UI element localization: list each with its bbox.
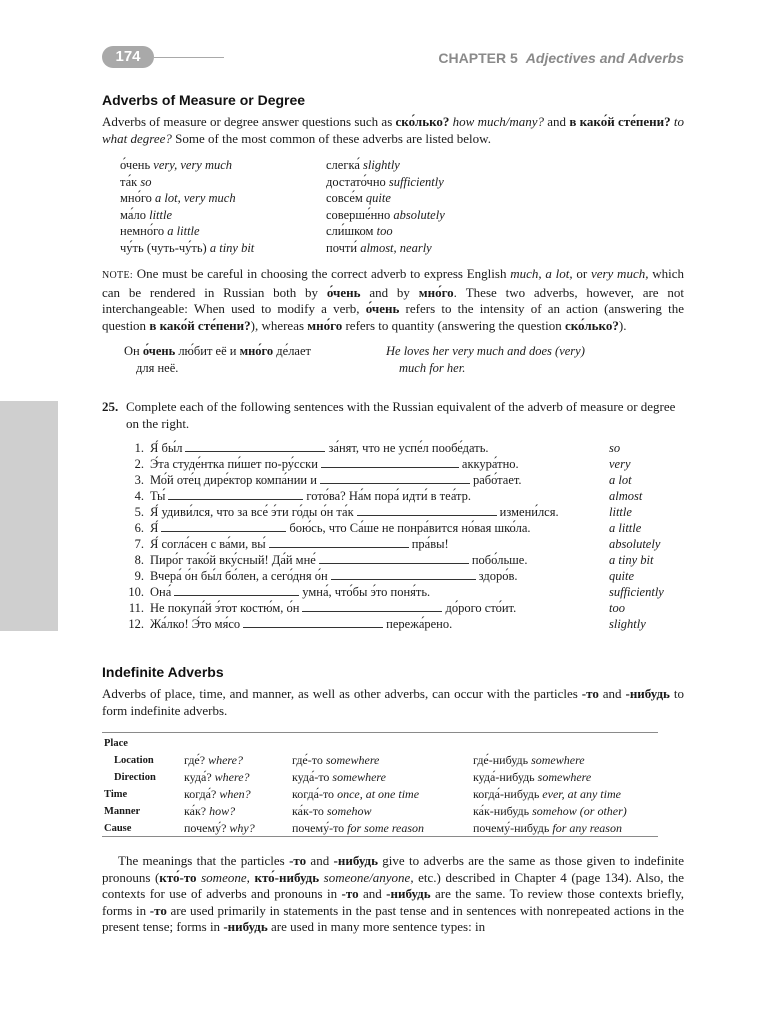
adverb-item: совсе́м quite xyxy=(326,191,391,206)
exercise-item: 5. Я́ удиви́лся, что за все́ э́ти го́ды о́н та́к измени́лся. little xyxy=(134,505,632,519)
answer-blank[interactable] xyxy=(168,489,303,500)
usage-note: NOTE: One must be careful in choosing the correct adverb to express English much, a lot, or very much, which can be rendered in Russian both by о́чень and by мно́го. These two adverbs, however, are not interchangeable: When used to modify a verb, о́чень refers to the intensity of an action (answering the question в како́й сте́пени?), whereas мно́го refers to quantity (answering the question ско́лько?). xyxy=(102,266,684,333)
table-cell: когда́-нибудь ever, at any time xyxy=(473,787,621,801)
section-heading-measure: Adverbs of Measure or Degree xyxy=(102,92,306,108)
example-english: He loves her very much and does (very) much for her. xyxy=(386,344,585,375)
adverb-item: слегка́ slightly xyxy=(326,158,400,172)
indefinite-table-labels xyxy=(104,735,156,837)
running-header xyxy=(438,50,684,66)
answer-blank[interactable] xyxy=(319,553,469,564)
table-cell: где́-то somewhere xyxy=(292,753,380,767)
adverb-item: мно́го a lot, very much xyxy=(120,191,236,206)
table-group-label: Place xyxy=(104,738,128,749)
answer-blank[interactable] xyxy=(357,505,497,516)
table-top-rule xyxy=(102,732,658,733)
adverb-item: ма́ло little xyxy=(120,207,173,222)
adverb-item: та́к so xyxy=(120,174,152,189)
table-cell: когда́? when? xyxy=(184,787,251,801)
adverb-item: достато́чно sufficiently xyxy=(326,174,444,189)
table-cell: куда́-нибудь somewhere xyxy=(473,770,592,784)
answer-blank[interactable] xyxy=(161,521,286,532)
table-cell: ка́к? how? xyxy=(184,804,236,818)
exercise-item: 10. Она́ умна́, что́бы э́то поня́ть. sufficiently xyxy=(128,585,664,599)
table-col-nibud xyxy=(473,752,627,837)
adverb-item: о́чень very, very much xyxy=(120,158,233,172)
adverb-item: немно́го a little xyxy=(120,224,200,239)
table-cell: почему́-то for some reason xyxy=(292,821,425,835)
adverb-list-right xyxy=(326,157,445,257)
exercise-item: 12. Жа́лко! Э́то мя́со пережа́рено. slightly xyxy=(128,617,646,631)
table-cell: где́? where? xyxy=(184,753,243,767)
measure-intro: Adverbs of measure or degree answer questions such as ско́лько? how much/many? and в како́й сте́пени? to what degree? Some of the most common of these adverbs are listed below. xyxy=(102,114,684,146)
section-heading-indefinite: Indefinite Adverbs xyxy=(102,664,224,680)
indefinite-intro: Adverbs of place, time, and manner, as well as other adverbs, can occur with the particles -то and -нибудь to form indefinite adverbs. xyxy=(102,686,684,718)
closing-paragraph: The meanings that the particles -то and -нибудь give to adverbs are the same as those given to indefinite pronouns (кто́-то someone, кто́-нибудь someone/anyone, etc.) described in Chapter 4 (page 134). Also, the contexts for use of adverbs and pronouns in -то and -нибудь are the same. To review those contexts briefly, forms in -то are used primarily in statements in the past tense and in sentences with nonrepeated actions in the present tense; forms in -нибудь are used in many more sentence types: in xyxy=(102,853,684,934)
adverb-list-left xyxy=(120,157,254,257)
answer-blank[interactable] xyxy=(174,585,299,596)
chapter-title: Adjectives and Adverbs xyxy=(525,50,684,66)
exercise-instruction: 25. Complete each of the following sentences with the Russian equivalent of the adverb of measure or degree on the right. xyxy=(102,399,676,431)
table-col-to xyxy=(292,752,424,837)
answer-blank[interactable] xyxy=(331,569,476,580)
answer-blank[interactable] xyxy=(321,457,459,468)
exercise-item: 11. Не покупа́й э́тот костю́м, о́н до́рого сто́ит. too xyxy=(128,601,625,615)
exercise-item: 7. Я́ согла́сен с ва́ми, вы́ пра́вы! absolutely xyxy=(134,537,661,551)
table-cell: ка́к-то somehow xyxy=(292,804,372,818)
table-bottom-rule xyxy=(102,836,658,837)
example-russian: Он о́чень лю́бит её и мно́го де́лает для неё. xyxy=(124,344,311,375)
table-row-label: Location xyxy=(114,755,154,766)
side-thumb-tab xyxy=(0,401,58,631)
exercise-item: 9. Вчера́ о́н бы́л бо́лен, а сего́дня о́н здоро́в. quite xyxy=(134,569,634,583)
table-row-label: Time xyxy=(104,789,128,800)
answer-blank[interactable] xyxy=(320,473,470,484)
table-cell: куда́-то somewhere xyxy=(292,770,386,784)
exercise-item: 4. Ты́ гото́ва? На́м пора́ идти́ в теа́тр. almost xyxy=(134,489,643,503)
table-cell: ка́к-нибудь somehow (or other) xyxy=(473,804,627,818)
answer-blank[interactable] xyxy=(302,601,442,612)
table-cell: когда́-то once, at one time xyxy=(292,787,420,801)
answer-blank[interactable] xyxy=(243,617,383,628)
answer-blank[interactable] xyxy=(185,441,325,452)
table-cell: почему́-нибудь for any reason xyxy=(473,821,622,835)
table-row-label: Cause xyxy=(104,823,132,834)
table-row-label: Manner xyxy=(104,806,141,817)
adverb-item: чу́ть (чуть-чу́ть) a tiny bit xyxy=(120,240,255,255)
answer-blank[interactable] xyxy=(269,537,409,548)
header-rule xyxy=(154,57,224,58)
table-cell: почему́? why? xyxy=(184,821,255,835)
adverb-item: соверше́нно absolutely xyxy=(326,207,445,222)
chapter-label: CHAPTER 5 xyxy=(438,50,518,66)
adverb-item: почти́ almost, nearly xyxy=(326,240,432,255)
page-number: 174 xyxy=(102,46,154,68)
table-cell: где́-нибудь somewhere xyxy=(473,753,585,767)
exercise-item: 2. Э́та студе́нтка пи́шет по-ру́сски аккура́тно. very xyxy=(134,457,631,471)
table-col-base xyxy=(184,752,255,837)
adverb-item: сли́шком too xyxy=(326,224,393,239)
table-row-label: Direction xyxy=(114,772,156,783)
exercise-item: 3. Мо́й оте́ц дире́ктор компа́нии и рабо́тает. a lot xyxy=(134,473,632,487)
exercise-item: 1. Я́ бы́л за́нят, что не успе́л пообе́дать. so xyxy=(134,441,621,455)
exercise-item: 6. Я́ бою́сь, что Са́ше не понра́вится но́вая шко́ла. a little xyxy=(134,521,642,535)
table-cell: куда́? where? xyxy=(184,770,250,784)
exercise-item: 8. Пиро́г тако́й вку́сный! Да́й мне́ побо́льше. a tiny bit xyxy=(134,553,654,567)
